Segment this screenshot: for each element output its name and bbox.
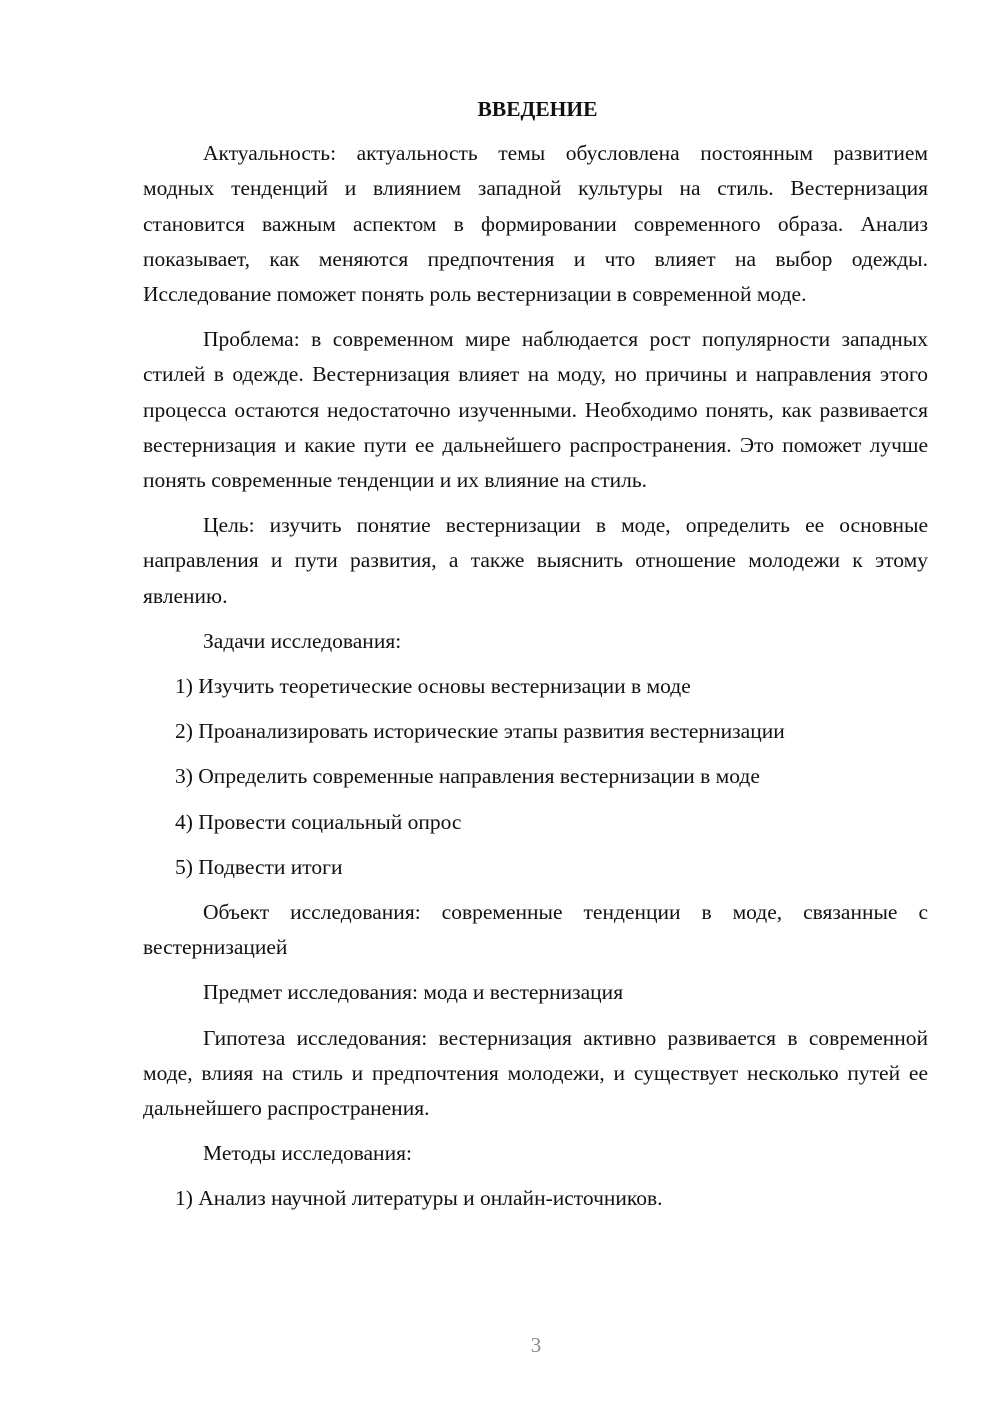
tasks-title: Задачи исследования: [203, 628, 402, 653]
list-item: 4) Провести социальный опрос [175, 809, 462, 834]
document-page [143, 92, 928, 1227]
section-heading: ВВЕДЕНИЕ [477, 97, 598, 121]
list-item: 3) Определить современные направления вестернизации в моде [175, 764, 760, 789]
list-item: 5) Подвести итоги [175, 854, 343, 879]
problem-paragraph: Проблема: в современном мире наблюдается рост популярности западных стилей в одежде. Вестернизация влияет на моду, но причины и направления этого процесса остаются недостаточно изученными. Необходимо понять, как развивается вестернизация и какие пути ее дальнейшего распространения. Это поможет лучше понять современные тенденции и их влияние на стиль. [143, 327, 928, 493]
tasks-list [143, 669, 928, 885]
goal-paragraph: Цель: изучить понятие вестернизации в моде, определить ее основные направления и пути развития, а также выяснить отношение молодежи к этому явлению. [143, 513, 928, 608]
methods-title: Методы исследования: [203, 1141, 412, 1166]
object-paragraph: Объект исследования: современные тенденции в моде, связанные с вестернизацией [143, 900, 928, 960]
list-item: 1) Анализ научной литературы и онлайн-источников. [175, 1186, 663, 1211]
list-item: 1) Изучить теоретические основы вестернизации в моде [175, 674, 691, 699]
page-number: 3 [530, 1333, 542, 1357]
methods-list [143, 1181, 928, 1216]
subject-paragraph: Предмет исследования: мода и вестернизация [203, 980, 624, 1005]
hypothesis-paragraph: Гипотеза исследования: вестернизация активно развивается в современной моде, влияя на стиль и предпочтения молодежи, и существует несколько путей ее дальнейшего распространения. [143, 1025, 928, 1121]
relevance-paragraph: Актуальность: актуальность темы обусловлена постоянным развитием модных тенденций и влиянием западной культуры на стиль. Вестернизация становится важным аспектом в формировании современного образа. Анализ показывает, как меняются предпочтения и что влияет на выбор одежды. Исследование поможет понять роль вестернизации в современной моде. [143, 141, 928, 307]
list-item: 2) Проанализировать исторические этапы развития вестернизации [175, 719, 785, 744]
